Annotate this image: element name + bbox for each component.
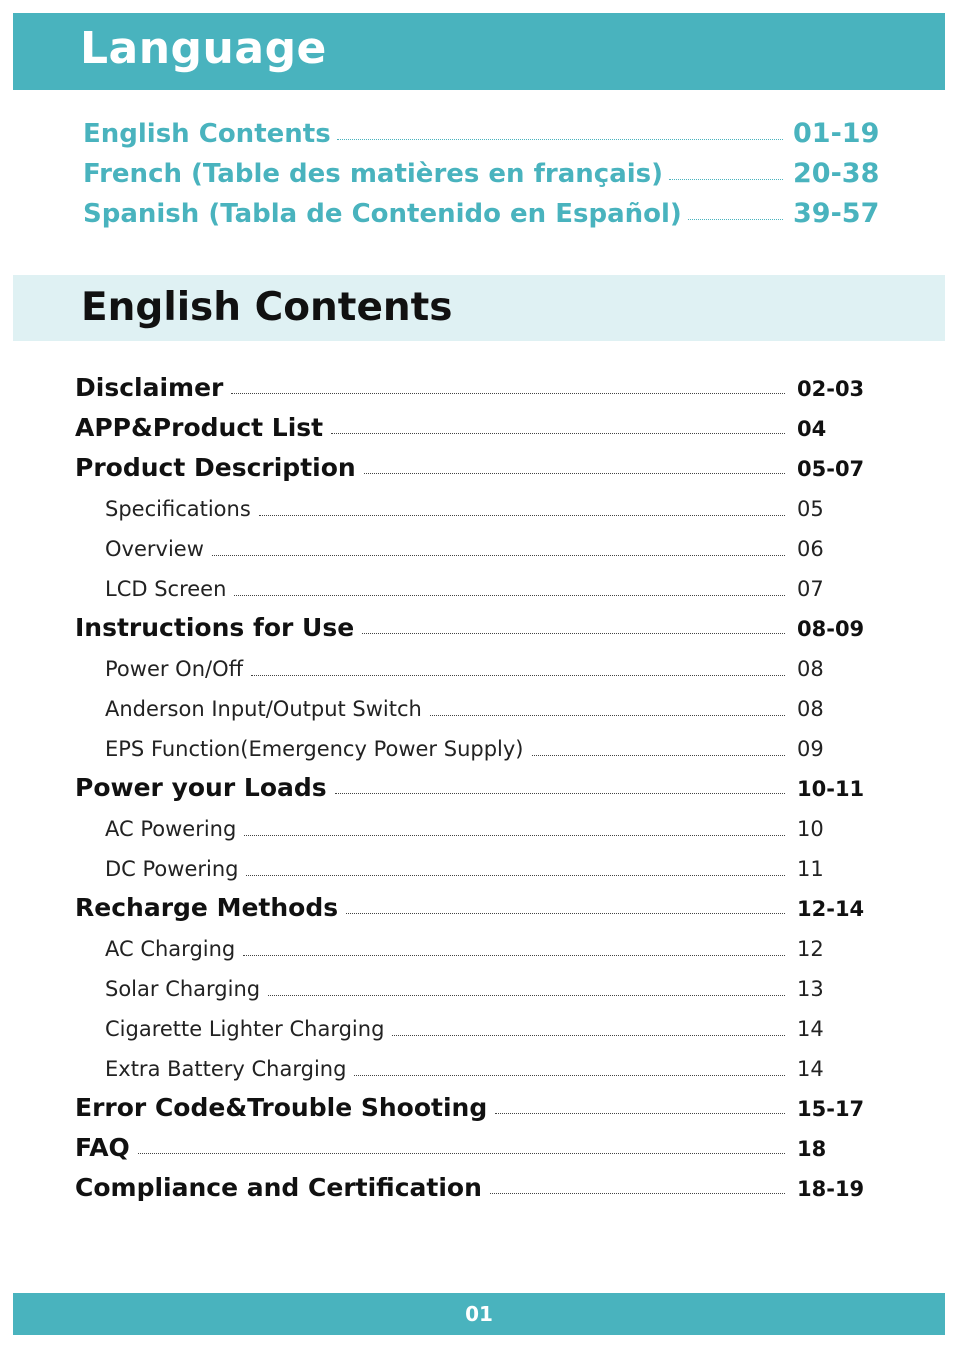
- toc-entry-pages: 05: [797, 497, 824, 521]
- toc-entry-pages: 14: [797, 1017, 824, 1041]
- toc-entry-label: Extra Battery Charging: [105, 1057, 347, 1081]
- toc-entry-label: Compliance and Certification: [75, 1173, 482, 1202]
- english-contents-title: English Contents: [81, 285, 453, 330]
- toc-entry-pages: 02-03: [797, 377, 865, 401]
- toc-entry-label: Anderson Input/Output Switch: [105, 697, 422, 721]
- dot-leader: [231, 393, 785, 394]
- toc-entry-pages: 06: [797, 537, 824, 561]
- dot-leader: [495, 1113, 785, 1114]
- toc-entry-pages: 08: [797, 657, 824, 681]
- dot-leader: [354, 1075, 785, 1076]
- toc-entry[interactable]: [75, 893, 875, 922]
- dot-leader: [268, 995, 785, 996]
- toc-entry-pages: 01-19: [793, 118, 880, 149]
- toc-subentry[interactable]: [105, 537, 875, 561]
- dot-leader: [490, 1193, 785, 1194]
- dot-leader: [669, 179, 783, 180]
- dot-leader: [244, 835, 785, 836]
- dot-leader: [331, 433, 785, 434]
- toc-entry-label: AC Powering: [105, 817, 237, 841]
- dot-leader: [234, 595, 785, 596]
- toc-entry-pages: 18-19: [797, 1177, 865, 1201]
- toc-entry[interactable]: [75, 453, 875, 482]
- dot-leader: [212, 555, 785, 556]
- toc-subentry[interactable]: [105, 817, 875, 841]
- toc-entry[interactable]: [75, 773, 875, 802]
- toc-subentry[interactable]: [105, 937, 875, 961]
- dot-leader: [688, 219, 783, 220]
- dot-leader: [346, 913, 785, 914]
- toc-entry-pages: 08: [797, 697, 824, 721]
- toc-entry-label: LCD Screen: [105, 577, 227, 601]
- toc-entry-pages: 05-07: [797, 457, 865, 481]
- toc-entry-label: FAQ: [75, 1133, 130, 1162]
- toc-entry-label: Disclaimer: [75, 373, 224, 402]
- language-title: Language: [80, 23, 327, 74]
- toc-entry-spanish[interactable]: [83, 198, 883, 229]
- dot-leader: [335, 793, 785, 794]
- toc-entry-pages: 08-09: [797, 617, 865, 641]
- page-number: 01: [465, 1302, 493, 1326]
- dot-leader: [138, 1153, 785, 1154]
- dot-leader: [430, 715, 785, 716]
- toc-entry-label: EPS Function(Emergency Power Supply): [105, 737, 524, 761]
- footer-band: [13, 1293, 945, 1335]
- toc-subentry[interactable]: [105, 737, 875, 761]
- toc-entry[interactable]: [75, 413, 875, 442]
- toc-entry-label: Cigarette Lighter Charging: [105, 1017, 385, 1041]
- toc-subentry[interactable]: [105, 1017, 875, 1041]
- toc-subentry[interactable]: [105, 657, 875, 681]
- toc-entry-pages: 11: [797, 857, 824, 881]
- toc-entry-pages: 09: [797, 737, 824, 761]
- dot-leader: [362, 633, 785, 634]
- toc-entry-label: English Contents: [83, 119, 331, 149]
- toc-entry-label: Product Description: [75, 453, 356, 482]
- toc-entry-pages: 10-11: [797, 777, 865, 801]
- toc-entry-label: Power your Loads: [75, 773, 327, 802]
- toc-entry[interactable]: [75, 613, 875, 642]
- dot-leader: [392, 1035, 785, 1036]
- language-header-band: [13, 13, 945, 90]
- toc-entry-pages: 12-14: [797, 897, 865, 921]
- toc-subentry[interactable]: [105, 977, 875, 1001]
- toc-entry[interactable]: [75, 1173, 875, 1202]
- toc-entry-pages: 07: [797, 577, 824, 601]
- toc-subentry[interactable]: [105, 697, 875, 721]
- toc-entry-label: French (Table des matières en français): [83, 159, 664, 189]
- toc-entry-label: APP&Product List: [75, 413, 324, 442]
- toc-entry-pages: 39-57: [793, 198, 880, 229]
- toc-entry-pages: 18: [797, 1137, 827, 1161]
- dot-leader: [246, 875, 785, 876]
- dot-leader: [532, 755, 786, 756]
- toc-entry-label: Overview: [105, 537, 204, 561]
- toc-entry[interactable]: [75, 1093, 875, 1122]
- dot-leader: [243, 955, 785, 956]
- toc-entry[interactable]: [75, 373, 875, 402]
- toc-entry-label: Specifications: [105, 497, 251, 521]
- toc-entry-label: AC Charging: [105, 937, 236, 961]
- toc-entry-label: Error Code&Trouble Shooting: [75, 1093, 488, 1122]
- toc-entry-label: Solar Charging: [105, 977, 261, 1001]
- toc-subentry[interactable]: [105, 577, 875, 601]
- toc-subentry[interactable]: [105, 1057, 875, 1081]
- toc-entry-label: Instructions for Use: [75, 613, 355, 642]
- english-header-band: [13, 275, 945, 341]
- toc-entry-label: DC Powering: [105, 857, 239, 881]
- toc-entry-pages: 20-38: [793, 158, 880, 189]
- toc-entry-pages: 14: [797, 1057, 824, 1081]
- dot-leader: [251, 675, 785, 676]
- toc-entry[interactable]: [75, 1133, 875, 1162]
- toc-entry-french[interactable]: [83, 158, 883, 189]
- toc-entry-label: Spanish (Tabla de Contenido en Español): [83, 199, 682, 229]
- dot-leader: [364, 473, 785, 474]
- dot-leader: [337, 139, 783, 140]
- dot-leader: [259, 515, 785, 516]
- toc-entry-pages: 12: [797, 937, 824, 961]
- toc-entry-label: Power On/Off: [105, 657, 244, 681]
- toc-entry-pages: 13: [797, 977, 824, 1001]
- toc-entry-pages: 10: [797, 817, 824, 841]
- toc-entry-pages: 04: [797, 417, 827, 441]
- toc-subentry[interactable]: [105, 857, 875, 881]
- toc-entry-pages: 15-17: [797, 1097, 865, 1121]
- toc-entry-english[interactable]: [83, 118, 883, 149]
- toc-entry-label: Recharge Methods: [75, 893, 339, 922]
- toc-subentry[interactable]: [105, 497, 875, 521]
